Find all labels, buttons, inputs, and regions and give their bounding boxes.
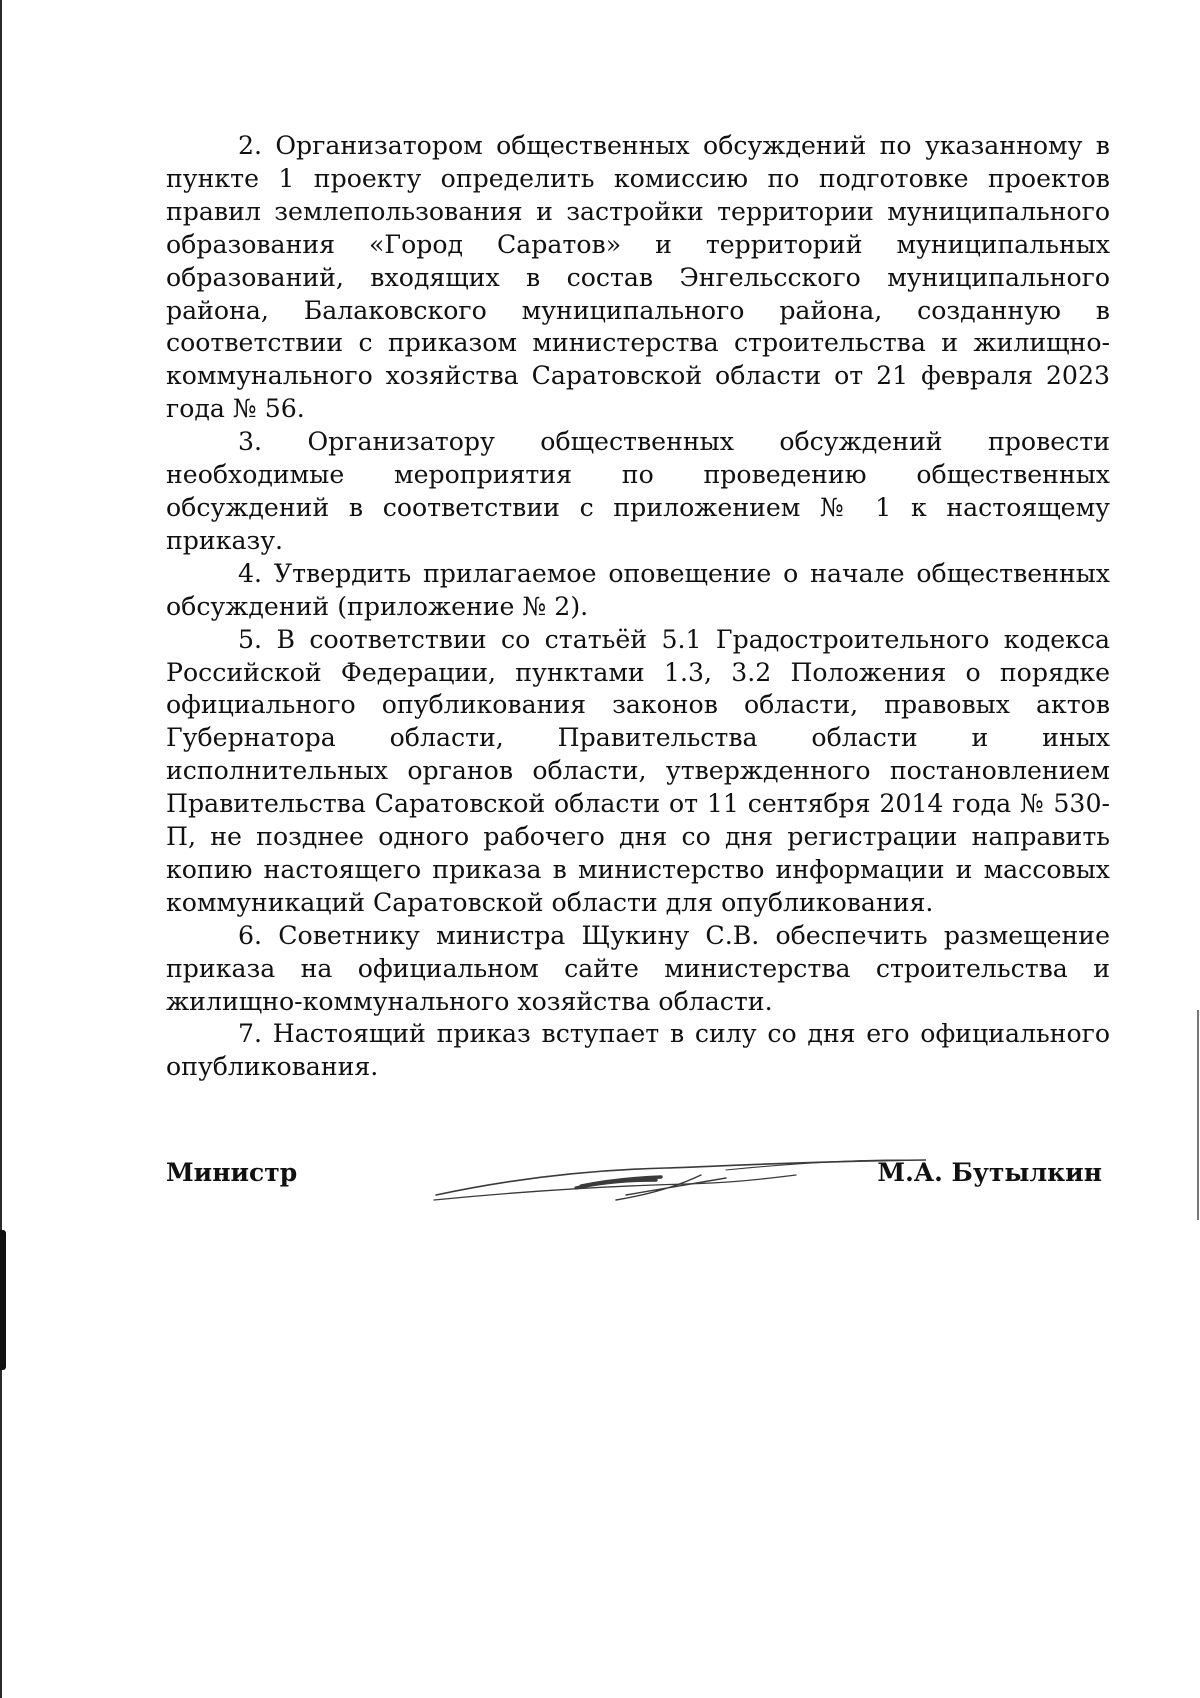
paragraph-3: 3. Организатору общественных обсуждений провести необходимые мероприятия по проведению общественных обсуждений в соответствии с приложением № 1 к настоящему приказу.	[166, 427, 1110, 555]
signature-stroke-lower	[434, 1175, 796, 1200]
paragraph-7: 7. Настоящий приказ вступает в силу со дня его официального опубликования.	[166, 1019, 1110, 1082]
signature-block	[166, 1140, 1110, 1210]
scan-right-edge	[1197, 1010, 1199, 1220]
paragraph-4: 4. Утвердить прилагаемое оповещение о начале общественных обсуждений (приложение № 2).	[166, 558, 1110, 621]
signatory-name: М.А. Бутылкин	[877, 1158, 1102, 1187]
paragraph-5: 5. В соответствии со статьёй 5.1 Градостроительного кодекса Российской Федерации, пунктами 1.3, 3.2 Положения о порядке официального опубликования законов области, правовых актов Губернатора области, Правительства области и иных исполнительных органов области, утвержденного постановлением Правительства Саратовской области от 11 сентября 2014 года № 530-П, не позднее одного рабочего дня со дня регистрации направить копию настоящего приказа в министерство информации и массовых коммуникаций Саратовской области для опубликования.	[166, 624, 1110, 917]
document-body	[166, 130, 1110, 1084]
signatory-role: Министр	[166, 1158, 298, 1187]
signature-strokes	[434, 1160, 926, 1200]
paragraph-6: 6. Советнику министра Щукину С.В. обеспечить размещение приказа на официальном сайте министерства строительства и жилищно-коммунального хозяйства области.	[166, 920, 1110, 1016]
handwritten-signature	[426, 1140, 926, 1210]
paragraph-2: 2. Организатором общественных обсуждений по указанному в пункте 1 проекту определить комиссию по подготовке проектов правил землепользования и застройки территории муниципального образования «Город Саратов» и территорий муниципальных образований, входящих в состав Энгельсского муниципального района, Балаковского муниципального района, созданную в соответствии с приказом министерства строительства и жилищно-коммунального хозяйства Саратовской области от 21 февраля 2023 года № 56.	[166, 131, 1110, 424]
scan-binding-mark	[0, 1230, 6, 1370]
signature-stroke-main	[436, 1160, 926, 1195]
scan-left-edge	[0, 0, 2, 1698]
